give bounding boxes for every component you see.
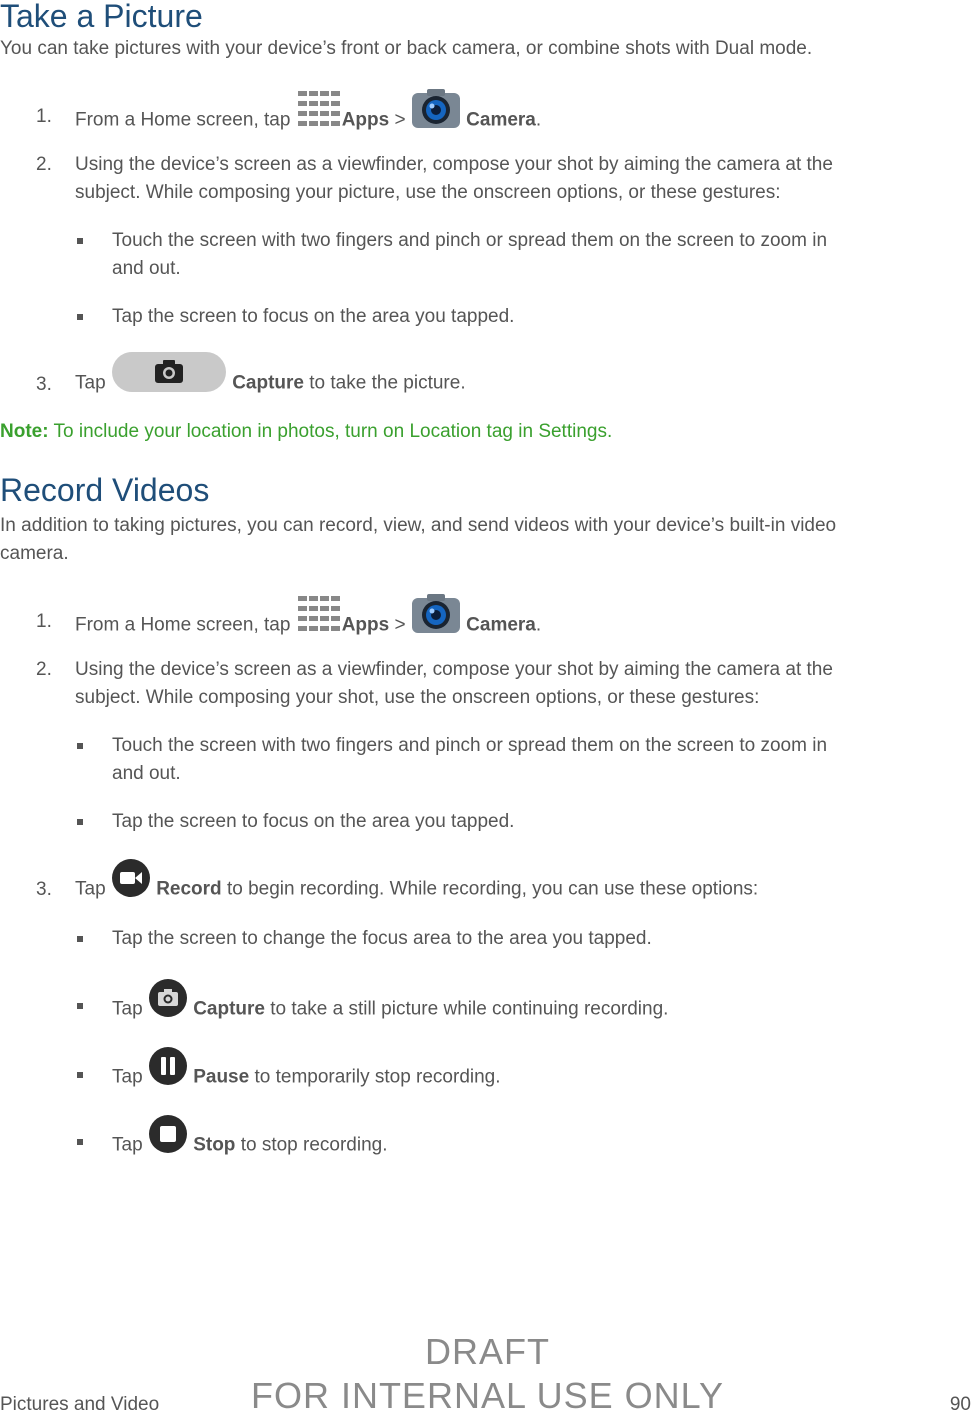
bullet-2: Tap the screen to focus on the area you tapped. <box>112 811 515 832</box>
bullet-marker <box>77 1003 83 1009</box>
apps-label: Apps <box>341 109 390 131</box>
pause-label: Pause <box>193 1066 250 1088</box>
apps-grid-icon <box>296 594 342 657</box>
bullet-marker <box>77 1139 83 1145</box>
apps-label: Apps <box>341 614 390 636</box>
option-4 <box>112 1114 388 1177</box>
camera-circle-icon <box>148 978 188 1041</box>
bullet-1-line-1: Touch the screen with two fingers and pinch or spread them on the screen to zoom in <box>112 735 828 756</box>
option-text: Tap <box>112 998 143 1020</box>
option-text: to stop recording. <box>240 1134 388 1156</box>
capture-button-icon <box>111 351 227 416</box>
period: . <box>535 614 542 636</box>
section-intro: You can take pictures with your device’s front or back camera, or combine shots with Dual mode. <box>0 38 813 59</box>
note-label: Note: <box>0 421 49 442</box>
bullet-marker <box>77 238 83 244</box>
step-number: 3. <box>36 879 52 900</box>
footer-section-name: Pictures and Video <box>0 1394 160 1415</box>
step-2-line-2: subject. While composing your shot, use the onscreen options, or these gestures: <box>75 687 760 708</box>
apps-grid-icon <box>296 89 342 152</box>
step-2-line-1: Using the device’s screen as a viewfinder, compose your shot by aiming the camera at the <box>75 154 833 175</box>
capture-label: Capture <box>232 372 304 394</box>
pause-icon <box>148 1046 188 1109</box>
record-icon <box>111 858 151 921</box>
stop-label: Stop <box>193 1134 236 1156</box>
option-text: to take a still picture while continuing recording. <box>270 998 669 1020</box>
step-3 <box>75 858 758 921</box>
step-text: Tap <box>75 372 106 394</box>
section-intro-line-1: In addition to taking pictures, you can record, view, and send videos with your device’s built-in video <box>0 515 837 536</box>
capture-label: Capture <box>193 998 265 1020</box>
option-text: Tap <box>112 1134 143 1156</box>
section-title-take-picture: Take a Picture <box>0 0 203 34</box>
bullet-1-line-2: and out. <box>112 763 181 784</box>
step-3 <box>75 351 466 416</box>
bullet-marker <box>77 819 83 825</box>
step-text: From a Home screen, tap <box>75 109 291 131</box>
bullet-1-line-2: and out. <box>112 258 181 279</box>
step-text: to begin recording. While recording, you can use these options: <box>226 878 759 900</box>
step-number: 1. <box>36 106 52 127</box>
option-2 <box>112 978 668 1041</box>
step-text: Tap <box>75 878 106 900</box>
stop-icon <box>148 1114 188 1177</box>
section-intro-line-2: camera. <box>0 543 69 564</box>
camera-label: Camera <box>466 109 536 131</box>
bullet-2: Tap the screen to focus on the area you tapped. <box>112 306 515 327</box>
note-text: To include your location in photos, turn on Location tag in Settings. <box>53 421 613 442</box>
bullet-marker <box>77 936 83 942</box>
step-text: From a Home screen, tap <box>75 614 291 636</box>
option-1: Tap the screen to change the focus area to the area you tapped. <box>112 928 652 949</box>
page-number: 90 <box>949 1394 971 1415</box>
draft-watermark <box>245 1330 730 1418</box>
option-text: Tap <box>112 1066 143 1088</box>
separator: > <box>394 614 406 636</box>
step-1 <box>75 88 541 153</box>
step-number: 1. <box>36 611 52 632</box>
step-2-line-1: Using the device’s screen as a viewfinder, compose your shot by aiming the camera at the <box>75 659 833 680</box>
step-1 <box>75 593 541 658</box>
bullet-marker <box>77 743 83 749</box>
option-text: to temporarily stop recording. <box>254 1066 501 1088</box>
period: . <box>535 109 542 131</box>
option-3 <box>112 1046 501 1109</box>
bullet-marker <box>77 1072 83 1078</box>
bullet-marker <box>77 314 83 320</box>
step-number: 2. <box>36 659 52 680</box>
bullet-1-line-1: Touch the screen with two fingers and pinch or spread them on the screen to zoom in <box>112 230 828 251</box>
step-text: to take the picture. <box>309 372 466 394</box>
record-label: Record <box>156 878 222 900</box>
draft-line-2: FOR INTERNAL USE ONLY <box>250 1375 725 1416</box>
camera-app-icon <box>411 593 461 658</box>
step-number: 2. <box>36 154 52 175</box>
camera-app-icon <box>411 88 461 153</box>
section-title-record-videos: Record Videos <box>0 472 210 508</box>
step-2-line-2: subject. While composing your picture, use the onscreen options, or these gestures: <box>75 182 781 203</box>
draft-line-1: DRAFT <box>425 1331 550 1372</box>
separator: > <box>394 109 406 131</box>
camera-label: Camera <box>466 614 536 636</box>
step-number: 3. <box>36 374 52 395</box>
note <box>0 421 612 443</box>
